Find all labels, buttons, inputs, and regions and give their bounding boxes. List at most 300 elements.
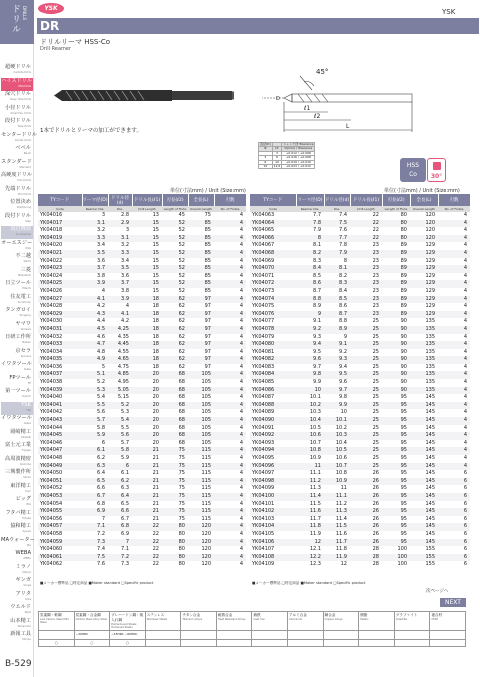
spec-cell: 129	[410, 250, 438, 258]
helix-angle-label: 30°	[430, 173, 443, 180]
material-header-row	[39, 612, 466, 631]
spec-cell: 95	[382, 523, 410, 531]
spec-cell: 68	[162, 402, 188, 410]
sidebar-item-label: ハイスドリル	[1, 77, 33, 84]
spec-cell: 10	[340, 409, 347, 416]
table-row	[250, 235, 470, 243]
sidebar-item-label: 深穴ドリル	[5, 91, 31, 97]
sidebar-item[interactable]	[1, 159, 33, 172]
spec-cell: 85	[188, 250, 214, 258]
table-row	[250, 470, 470, 478]
sidebar-item-sublabel: Milano	[22, 570, 31, 574]
helix-angle-badge	[427, 158, 446, 182]
product-code-cell: YK04018	[40, 227, 63, 234]
spec-cell: 7	[101, 515, 105, 522]
spec-cell: 15	[152, 227, 159, 234]
spec-cell: 7.3	[82, 539, 108, 547]
material-suitability-mark	[181, 640, 217, 647]
spec-cell: 4.9	[82, 356, 108, 364]
spec-cell: 11.4	[296, 493, 324, 501]
spec-cell: 23	[350, 280, 382, 288]
product-code-cell: YK04105	[252, 530, 275, 537]
spec-cell: 3.9	[82, 280, 108, 288]
table-row	[250, 546, 470, 554]
column-subheader: Code	[38, 206, 82, 212]
material-hardness	[216, 631, 252, 640]
sidebar-item[interactable]	[1, 469, 33, 482]
sidebar-item[interactable]	[1, 145, 33, 158]
sidebar-item[interactable]	[1, 280, 33, 293]
spec-cell: 89	[400, 287, 407, 294]
spec-cell: 4	[239, 546, 243, 553]
spec-cell: 145	[425, 530, 435, 537]
spec-cell: 25	[350, 356, 382, 364]
material-hardness: ~30HRC	[74, 631, 110, 640]
spec-cell: 7.3	[121, 561, 129, 568]
sidebar-item[interactable]	[1, 550, 33, 563]
spec-cell: 4.6	[97, 333, 105, 340]
table-row	[250, 349, 470, 357]
product-code-cell: YK04083	[252, 363, 275, 370]
sidebar-item-label: 高周波精密	[5, 455, 31, 462]
spec-cell: 129	[425, 242, 435, 249]
product-code-cell: YK04074	[250, 296, 296, 304]
spec-cell: 62	[162, 356, 188, 364]
spec-table-right	[250, 194, 471, 569]
table-row	[38, 470, 246, 478]
spec-cell: 4	[239, 287, 243, 294]
spec-cell: 10.3	[324, 432, 350, 440]
spec-cell: 15	[152, 272, 159, 279]
material-cell	[216, 612, 252, 631]
spec-cell: 68	[178, 424, 185, 431]
spec-cell: 25	[372, 318, 379, 325]
table-row	[250, 303, 470, 311]
spec-cell: 4	[463, 348, 467, 355]
sidebar-item[interactable]	[1, 307, 33, 320]
sidebar-item-label: ベベル	[15, 145, 31, 151]
spec-cell: 25	[350, 326, 382, 334]
spec-cell: 9.5	[324, 371, 350, 379]
table-row	[250, 523, 470, 531]
sidebar-item[interactable]	[1, 105, 33, 118]
spec-cell: 4	[214, 326, 246, 334]
product-code-cell: YK04085	[252, 379, 275, 386]
spec-cell: 25	[372, 394, 379, 401]
product-code-cell: YK04098	[250, 478, 296, 486]
sidebar-item[interactable]	[1, 483, 33, 496]
spec-cell: 4	[214, 371, 246, 379]
spec-cell: 10.7	[324, 463, 350, 471]
table-row	[38, 250, 246, 258]
spec-cell: 90	[382, 371, 410, 379]
spec-cell: 4.35	[117, 333, 129, 340]
material-name-en: Titanium Alloys	[182, 618, 203, 621]
sidebar-item-sublabel: Step	[25, 219, 31, 223]
sidebar-item-label: MAウォーター	[1, 536, 35, 543]
spec-cell: 4	[438, 326, 470, 334]
column-header: ドリル径(d)	[108, 194, 132, 206]
sidebar-item[interactable]	[1, 226, 33, 239]
sidebar-item[interactable]	[1, 402, 33, 415]
spec-cell: 68	[178, 379, 185, 386]
spec-cell: 129	[410, 311, 438, 319]
spec-cell: 105	[201, 424, 211, 431]
sidebar-item[interactable]	[1, 631, 33, 644]
spec-cell: 145	[410, 478, 438, 486]
spec-cell: 3.3	[82, 235, 108, 243]
sidebar-item[interactable]	[1, 172, 33, 185]
product-code-cell: YK04016	[40, 212, 63, 218]
spec-cell: 52	[178, 227, 185, 234]
sidebar-item[interactable]	[1, 267, 33, 280]
sidebar-item[interactable]	[1, 591, 33, 604]
sidebar-item-sublabel: Hard Drills	[17, 179, 31, 182]
spec-cell: 11.8	[296, 523, 324, 531]
sidebar-item-sublabel: Shinpo	[22, 638, 31, 641]
sidebar-item-label: イワタツール	[1, 361, 32, 367]
spec-cell: 11.3	[324, 508, 350, 516]
spec-cell: 6	[463, 515, 467, 522]
material-name-jp: グラファイト	[395, 613, 418, 617]
sidebar-item-sublabel: Bevel	[23, 152, 31, 155]
next-button[interactable]: NEXT	[440, 598, 466, 607]
spec-cell: 26	[350, 523, 382, 531]
spec-cell: 5.5	[82, 402, 108, 410]
sidebar-item-sublabel: Hitachi	[21, 287, 31, 290]
angle-label: 45°	[316, 68, 329, 76]
spec-cell: 135	[410, 387, 438, 395]
spec-cell: 25	[372, 333, 379, 340]
sidebar-item[interactable]	[1, 523, 33, 536]
spec-cell: 8.5	[313, 272, 321, 279]
spec-cell: 75	[178, 485, 185, 492]
product-code-cell: YK04036	[40, 363, 63, 370]
sidebar-item[interactable]	[1, 361, 33, 374]
material-name-en: Low Carbon Steel Mild Steel	[40, 618, 69, 624]
product-code-cell: YK04027	[38, 296, 82, 304]
sidebar-item[interactable]	[1, 131, 38, 145]
spec-cell: 10.9	[324, 478, 350, 486]
sidebar-item[interactable]	[1, 186, 33, 199]
sidebar-item-sublabel: Sanko	[23, 476, 31, 479]
spec-cell: 18	[132, 341, 162, 349]
sidebar-item-label: 富士元工業	[5, 442, 31, 448]
product-code-cell: YK04050	[40, 470, 63, 477]
spec-cell: 80	[162, 539, 188, 547]
table-row	[38, 493, 246, 501]
material-hardness	[323, 631, 359, 640]
spec-cell: 4	[214, 432, 246, 440]
spec-cell: 7.2	[108, 554, 132, 562]
spec-cell: 8.5	[324, 296, 350, 304]
spec-cell: 11.3	[309, 485, 321, 492]
spec-cell: 6	[463, 500, 467, 507]
table-row	[38, 546, 246, 554]
spec-cell: 9.4	[296, 341, 324, 349]
sidebar-item-sublabel: Ginga	[23, 584, 31, 587]
spec-cell: 115	[201, 485, 211, 492]
product-code-cell: YK04062	[40, 561, 63, 568]
product-code-cell: YK04031	[38, 326, 82, 334]
spec-cell: 90	[400, 318, 407, 325]
product-code-cell: YK04087	[252, 394, 275, 401]
spec-cell: 52	[178, 287, 185, 294]
sidebar-item[interactable]	[1, 64, 33, 77]
sidebar-item[interactable]	[1, 604, 33, 617]
spec-cell: 3.7	[108, 280, 132, 288]
sidebar-item-label: 先端ドリル	[5, 185, 31, 192]
product-code-cell: YK04045	[38, 432, 82, 440]
table-row	[38, 409, 246, 417]
spec-cell: 145	[425, 455, 435, 461]
spec-cell: 62	[178, 333, 185, 340]
product-code-cell: YK04040	[40, 394, 63, 401]
spec-cell: 4	[214, 341, 246, 349]
spec-cell: 129	[410, 296, 438, 304]
sidebar-item[interactable]	[1, 321, 33, 334]
spec-cell: 75	[178, 455, 185, 461]
spec-cell: 120	[410, 235, 438, 243]
tolerance-cell: 6	[259, 160, 273, 164]
table-row	[38, 364, 246, 372]
spec-cell: 23	[350, 250, 382, 258]
spec-cell: 5.4	[97, 394, 105, 401]
product-code-cell: YK04084	[250, 371, 296, 379]
spec-cell: 11.2	[296, 478, 324, 486]
spec-cell: 120	[410, 220, 438, 228]
material-name-en: Heat Resistant Alloys	[217, 618, 246, 621]
sidebar-item[interactable]	[1, 294, 33, 307]
spec-cell: 3.2	[121, 242, 129, 249]
table-row	[250, 334, 470, 342]
sidebar-item[interactable]	[1, 577, 33, 590]
spec-cell: 52	[162, 235, 188, 243]
tolerance-row	[259, 165, 315, 169]
table-row	[250, 394, 470, 402]
sidebar-item[interactable]	[1, 240, 33, 253]
tolerance-cell: +0.012 / +0.006	[282, 151, 315, 155]
sidebar-item-sublabel: Sumitomo	[17, 300, 31, 304]
spec-cell: 95	[400, 394, 407, 401]
sidebar-item[interactable]	[1, 537, 33, 550]
spec-cell: 8.8	[339, 318, 347, 325]
table-row	[250, 425, 470, 433]
spec-cell: 5.15	[117, 394, 129, 401]
spec-cell: 15	[132, 265, 162, 273]
material-name-jp: 炭素鋼・軟鋼	[40, 613, 62, 617]
tolerance-cell: D(mm) / Tolerance	[282, 147, 315, 151]
spec-cell: 5.3	[82, 387, 108, 395]
sidebar-item-sublabel: Iwata	[23, 422, 31, 425]
spec-cell: 8	[296, 235, 324, 243]
material-hardness	[181, 631, 217, 640]
spec-cell: 3.8	[121, 287, 129, 294]
spec-cell: 7	[108, 539, 132, 547]
spec-cell: 9.3	[313, 333, 321, 340]
sidebar-item[interactable]	[1, 429, 33, 442]
sidebar-item-sublabel: Arita	[24, 597, 31, 601]
spec-cell: 80	[162, 554, 188, 562]
sidebar-item[interactable]	[1, 348, 33, 361]
sidebar-item-sublabel: Pilot Drills	[18, 192, 31, 196]
product-code-cell: YK04102	[250, 508, 296, 516]
column-subheader: Drill Length	[350, 206, 382, 212]
spec-cell: 3.1	[82, 220, 108, 228]
tolerance-cell: 直径(D)	[260, 142, 271, 146]
sidebar-item-label: ヤマワ	[15, 320, 31, 327]
spec-cell: 120	[201, 561, 211, 568]
sidebar-item-label: 小径ドリル	[5, 104, 31, 111]
column-header: 刃長(ℓ2)	[162, 194, 188, 206]
spec-cell: 4	[463, 227, 467, 234]
sidebar-item[interactable]	[1, 213, 33, 226]
column-header: 全長(L)	[410, 194, 438, 206]
table-row	[250, 341, 470, 349]
spec-cell: 12.3	[309, 561, 321, 568]
material-name-jp: ステンレス	[146, 613, 165, 617]
material-name-en: Copper Alloys	[324, 618, 343, 621]
spec-cell: 6	[463, 561, 467, 568]
product-code-cell: YK04109	[252, 561, 275, 568]
sidebar-item[interactable]	[1, 564, 33, 577]
sidebar-item[interactable]	[1, 415, 33, 428]
sidebar-item-label: アリタ	[15, 590, 31, 597]
spec-cell: 8.6	[296, 280, 324, 288]
spec-cell: 6.6	[97, 485, 105, 492]
spec-cell: 5.6	[108, 432, 132, 440]
product-code-cell: YK04041	[38, 402, 82, 410]
sidebar-item[interactable]	[1, 442, 33, 455]
spec-cell: 23	[372, 257, 379, 264]
sidebar-item[interactable]	[1, 375, 33, 388]
table-row	[250, 493, 470, 501]
spec-cell: 80	[178, 530, 185, 537]
material-name-jp: チタン合金	[182, 613, 201, 617]
product-code-cell: YK04101	[252, 500, 275, 507]
sidebar-item[interactable]	[1, 496, 33, 509]
column-header: 刃数	[438, 194, 470, 206]
sidebar-item-label: 山本精工	[10, 617, 31, 624]
spec-cell: 4	[438, 250, 470, 258]
sidebar-item[interactable]	[1, 91, 33, 104]
sidebar-item[interactable]	[1, 510, 33, 523]
spec-cell: 97	[204, 303, 211, 310]
spec-cell: 20	[152, 424, 159, 431]
product-name-jp: ドリルリーマ HSS-Co	[40, 38, 111, 46]
spec-cell: 4	[438, 265, 470, 273]
sidebar-item[interactable]	[1, 253, 33, 266]
tolerance-cell: +0.023 / +0.012	[282, 165, 315, 169]
spec-cell: 4	[463, 394, 467, 401]
spec-cell: 95	[400, 455, 407, 461]
spec-cell: 4	[239, 303, 243, 310]
spec-cell: 6.2	[97, 455, 105, 461]
spec-cell: 4	[239, 470, 243, 477]
spec-cell: 22	[132, 554, 162, 562]
sidebar-item[interactable]	[1, 199, 33, 212]
sidebar-item[interactable]	[1, 456, 33, 469]
sidebar-item[interactable]	[1, 388, 33, 401]
table-row	[250, 250, 470, 258]
sidebar-item[interactable]	[1, 118, 33, 131]
sidebar-header-jp: ドリル	[10, 4, 20, 34]
spec-cell: 4	[214, 493, 246, 501]
spec-cell: 8.4	[339, 287, 347, 294]
spec-cell: 145	[410, 417, 438, 425]
sidebar-item-label: 住友電工	[10, 293, 31, 300]
product-code-cell: YK04089	[252, 409, 275, 416]
spec-cell: 80	[400, 227, 407, 234]
sidebar-item[interactable]	[1, 334, 33, 347]
spec-cell: 135	[425, 363, 435, 370]
product-code-cell: YK04097	[252, 470, 275, 477]
spec-cell: 100	[382, 554, 410, 562]
spec-cell: 89	[382, 250, 410, 258]
spec-cell: 5.3	[121, 409, 129, 416]
product-code-cell: YK04080	[250, 341, 296, 349]
product-code-cell: YK04104	[250, 523, 296, 531]
spec-cell: 97	[188, 326, 214, 334]
table-row	[38, 326, 246, 334]
spec-cell: 129	[425, 272, 435, 279]
sidebar-item-label: ウエルド	[10, 604, 31, 610]
spec-cell: 5.9	[121, 455, 129, 461]
product-code-cell: YK04048	[40, 455, 63, 461]
table-row	[38, 561, 246, 569]
sidebar-item-sublabel: Carbide Drills	[13, 71, 31, 74]
sidebar-item[interactable]	[1, 78, 33, 91]
spec-cell: 9	[343, 333, 347, 340]
product-code-cell: YK04024	[40, 272, 63, 279]
spec-cell: 8.7	[324, 311, 350, 319]
spec-cell: 7.2	[97, 530, 105, 537]
spec-cell: 105	[188, 402, 214, 410]
spec-cell: 95	[400, 515, 407, 522]
spec-cell: 20	[132, 432, 162, 440]
product-code-cell: YK04028	[40, 303, 63, 310]
spec-cell: 3.9	[108, 296, 132, 304]
sidebar-item-label: センタードリル	[1, 131, 38, 138]
product-code-cell: YK04058	[40, 530, 63, 537]
product-code-cell: YK04100	[250, 493, 296, 501]
material-mark-row	[39, 640, 466, 647]
spec-cell: 4	[463, 303, 467, 310]
sidebar-item[interactable]	[1, 618, 33, 631]
spec-cell: 4	[463, 363, 467, 370]
column-header: 刃数	[214, 194, 246, 206]
product-code-cell: YK04107	[252, 546, 275, 553]
spec-cell: 4	[463, 212, 467, 218]
spec-cell: 90	[400, 363, 407, 370]
spec-cell: 10.6	[335, 455, 347, 461]
spec-cell: 8.3	[324, 280, 350, 288]
spec-cell: 3.4	[97, 242, 105, 249]
spec-cell: 4	[463, 379, 467, 386]
spec-cell: 85	[204, 287, 211, 294]
table-row	[38, 425, 246, 433]
product-code-cell: YK04042	[40, 409, 63, 416]
spec-cell: 105	[188, 371, 214, 379]
spec-cell: 4	[239, 409, 243, 416]
spec-cell: 97	[188, 356, 214, 364]
table-row	[38, 311, 246, 319]
table-row	[250, 326, 470, 334]
material-name-jp: プレハードン鋼・焼入れ鋼	[111, 613, 144, 622]
legend-left: ■メーカー標準品 □特定商品 ■Maker standard □Specific product	[40, 581, 154, 585]
material-suitability-mark	[323, 640, 359, 647]
spec-cell: 11	[340, 485, 347, 492]
